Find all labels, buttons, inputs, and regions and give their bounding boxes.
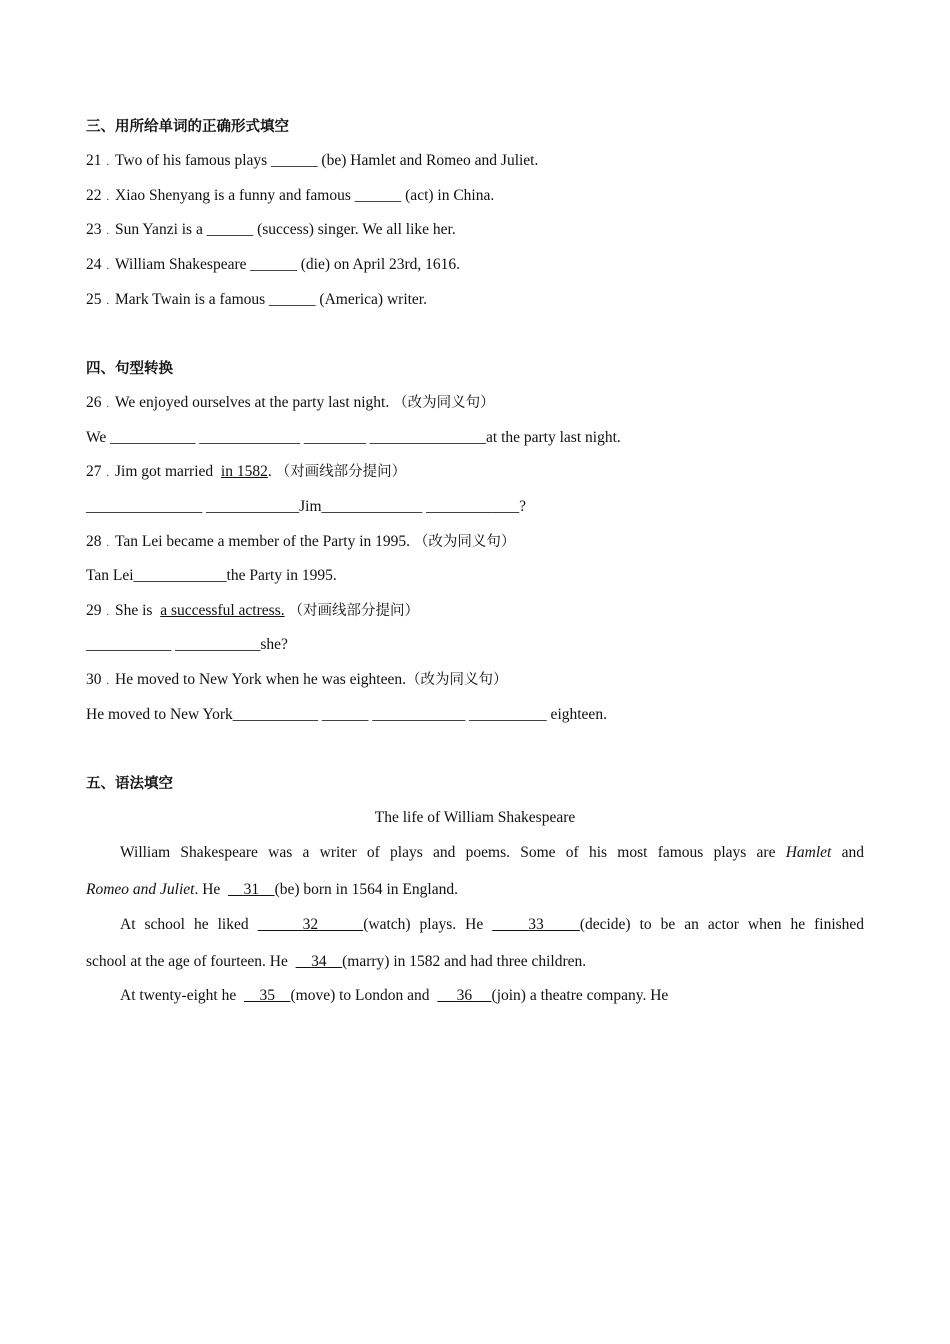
answer-line-26: We ___________ _____________ ________ _______________at the party last night. [86, 429, 621, 446]
passage-line [120, 915, 864, 935]
passage-text: . He [194, 881, 221, 898]
passage-text: (be) born in 1564 in England. [274, 881, 458, 898]
question-23: 23 . Sun Yanzi is a ______ (success) singer. We all like her. [86, 221, 456, 238]
question-text: She is [115, 602, 157, 619]
question-text: Jim got married [115, 463, 218, 480]
passage-text: (decide) to be an actor when he finished [579, 916, 865, 933]
section-5-heading: 五、语法填空 [86, 776, 173, 792]
question-text: We enjoyed ourselves at the party last night. [115, 394, 390, 411]
question-text: Mark Twain is a famous ______ (America) writer. [115, 291, 427, 308]
question-number: 27 [86, 463, 102, 480]
underlined-phrase: in 1582 [220, 463, 268, 480]
passage-text: At twenty-eight he [120, 987, 237, 1004]
answer-line-27: _______________ ____________Jim_____________ ____________? [86, 498, 527, 515]
blank-35[interactable]: 35 [259, 987, 275, 1004]
blank-34[interactable]: 34 [311, 953, 327, 970]
passage-title: The life of William Shakespeare [374, 809, 576, 826]
question-text: William Shakespeare ______ (die) on April 23rd, 1616. [115, 256, 461, 273]
question-26: 26 . We enjoyed ourselves at the party last night. （改为同义句） [86, 394, 495, 411]
blank-36[interactable]: 36 [456, 987, 473, 1004]
passage-text: (marry) in 1582 and had three children. [342, 953, 587, 970]
question-22: 22 . Xiao Shenyang is a funny and famous ______ (act) in China. [86, 187, 495, 204]
question-number: 23 [86, 221, 102, 238]
section-3-heading: 三、用所给单词的正确形式填空 [86, 119, 289, 135]
question-text: Two of his famous plays ______ (be) Hamlet and Romeo and Juliet. [115, 152, 539, 169]
question-number: 24 [86, 256, 102, 273]
question-21: 21 . Two of his famous plays ______ (be) Hamlet and Romeo and Juliet. [86, 152, 539, 169]
answer-line-29: ___________ ___________she? [86, 636, 288, 653]
instruction-note: （对画线部分提问） [288, 603, 419, 619]
question-27: 27 . Jim got married in 1582. （对画线部分提问） [86, 463, 407, 480]
question-29: 29 . She is a successful actress. （对画线部分提问） [86, 602, 419, 619]
passage-text: William Shakespeare was a writer of plays and poems. Some of his most famous plays are [120, 844, 776, 861]
question-text: Xiao Shenyang is a funny and famous ______ (act) in China. [115, 187, 495, 204]
passage-text: (move) to London and [290, 987, 430, 1004]
question-text-end: . [267, 463, 272, 480]
passage-line [120, 843, 864, 863]
passage-text: and [841, 844, 865, 861]
passage-text: (join) a theatre company. He [491, 987, 669, 1004]
passage-line [86, 880, 458, 900]
instruction-note: （改为同义句） [413, 534, 516, 550]
instruction-note: （改为同义句） [393, 395, 495, 411]
question-number: 28 [86, 533, 102, 550]
play-title: Hamlet [785, 844, 832, 861]
question-number: 29 [86, 602, 102, 619]
instruction-note: （对画线部分提问） [275, 464, 407, 480]
section-4-heading: 四、句型转换 [86, 361, 173, 377]
passage-text: school at the age of fourteen. He [86, 953, 288, 970]
question-text: He moved to New York when he was eighteen. [115, 671, 406, 688]
answer-line-28: Tan Lei____________the Party in 1995. [86, 567, 337, 584]
answer-line-30: He moved to New York___________ ______ ____________ __________ eighteen. [86, 706, 607, 723]
question-text: Tan Lei became a member of the Party in 1995. [115, 533, 411, 550]
question-number: 30 [86, 671, 102, 688]
question-text: Sun Yanzi is a ______ (success) singer. We all like her. [115, 221, 456, 238]
question-number: 25 [86, 291, 102, 308]
question-number: 26 [86, 394, 102, 411]
question-28: 28 . Tan Lei became a member of the Party in 1995. （改为同义句） [86, 533, 516, 550]
passage-text: At school he liked [120, 916, 249, 933]
passage-line [86, 952, 586, 972]
passage-line [120, 986, 668, 1006]
question-number: 22 [86, 187, 102, 204]
underlined-phrase: a successful actress. [160, 602, 285, 619]
instruction-note: （改为同义句） [406, 672, 508, 688]
question-24: 24 . William Shakespeare ______ (die) on April 23rd, 1616. [86, 256, 461, 273]
question-30: 30 . He moved to New York when he was eighteen.（改为同义句） [86, 671, 508, 688]
question-number: 21 [86, 152, 102, 169]
blank-33[interactable]: 33 [528, 916, 544, 933]
blank-32[interactable]: 32 [302, 916, 319, 933]
play-title: Romeo and Juliet [86, 881, 195, 898]
blank-31[interactable]: 31 [243, 881, 260, 898]
passage-text: (watch) plays. He [363, 916, 484, 933]
question-25: 25 . Mark Twain is a famous ______ (America) writer. [86, 291, 427, 308]
